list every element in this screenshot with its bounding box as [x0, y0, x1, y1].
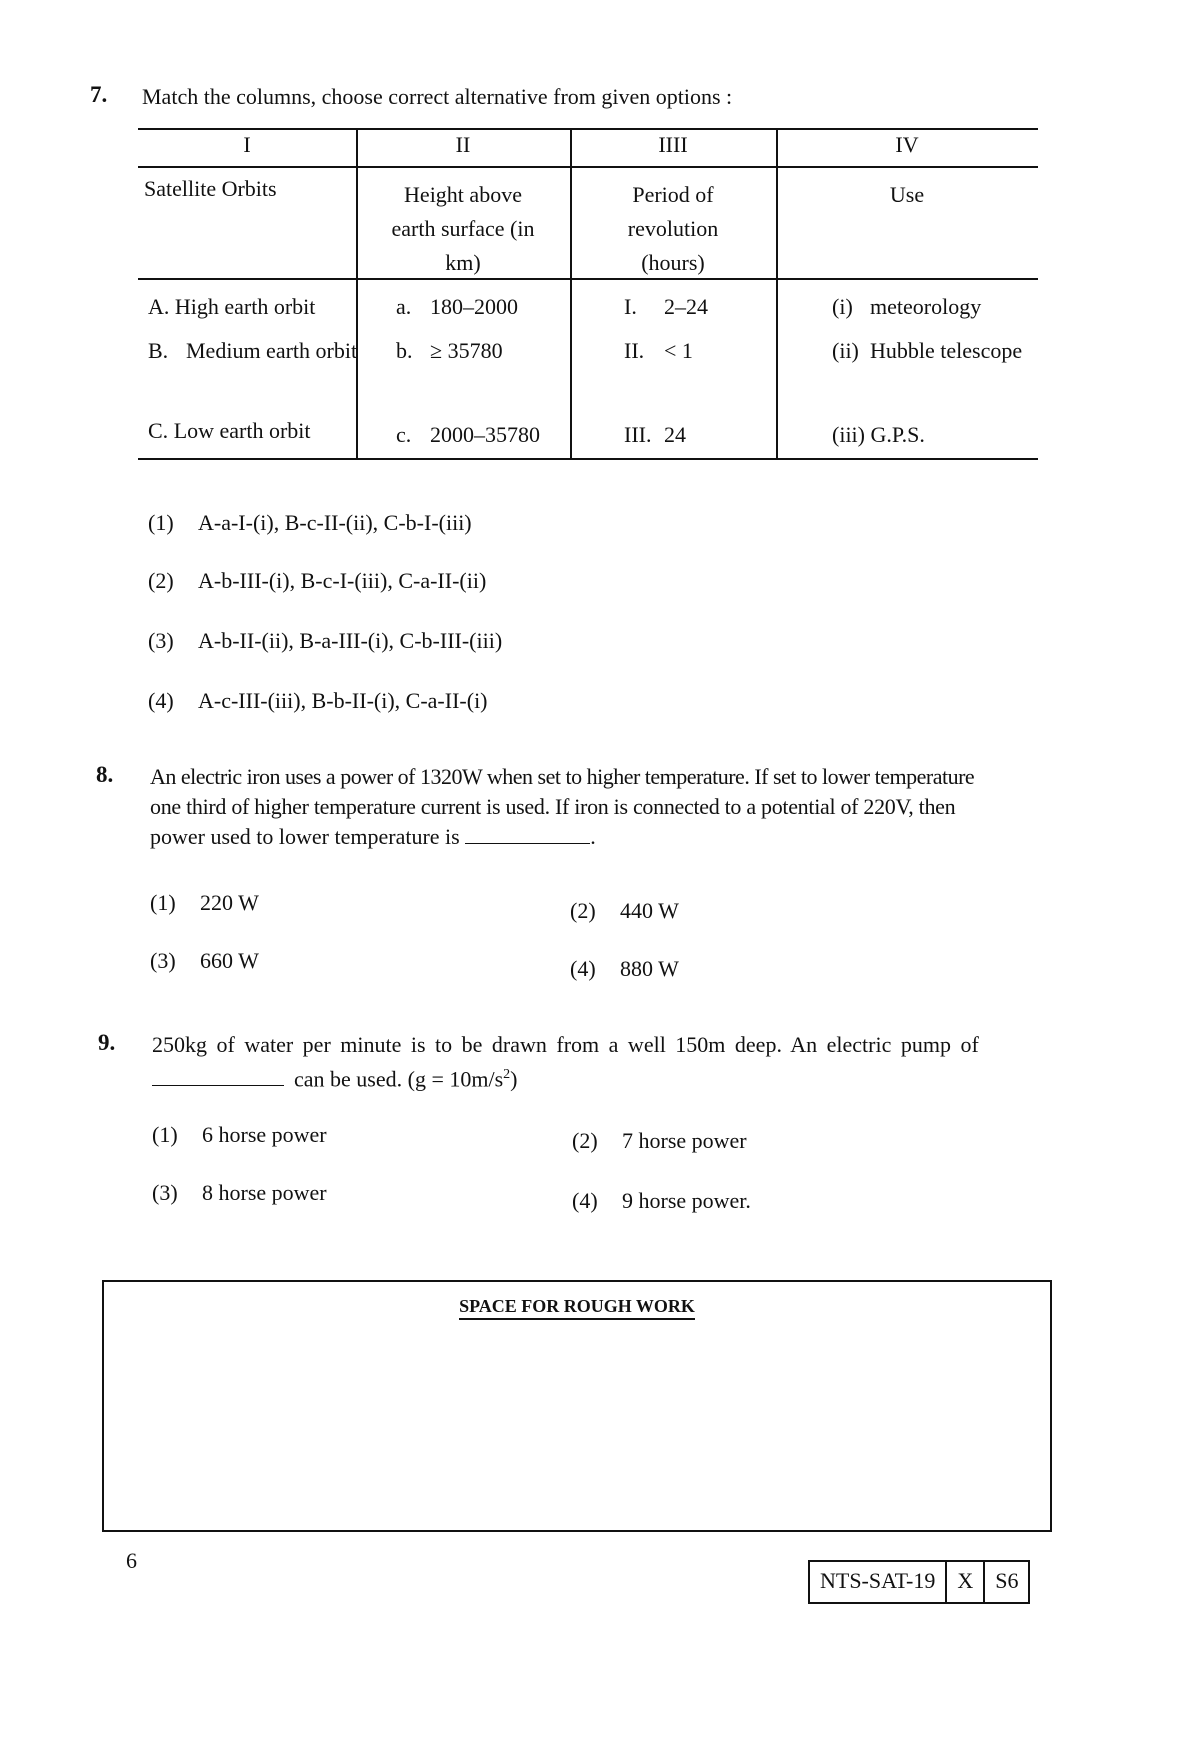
col3-row-iii: III. 24 [624, 422, 686, 447]
q9-option-2[interactable]: (2) 7 horse power [572, 1128, 747, 1153]
col2-row-b: b. ≥ 35780 [396, 338, 503, 363]
col3-row-ii: II. < 1 [624, 338, 693, 363]
col1-row-b: B. Medium earth orbit [148, 338, 358, 363]
col2-row-a: a. 180–2000 [396, 294, 518, 319]
class-code: X [947, 1562, 985, 1602]
q7-number: 7. [90, 82, 108, 107]
q8-number: 8. [96, 762, 114, 787]
rough-work-box [102, 1280, 1052, 1532]
col-i-header: I [243, 132, 251, 157]
rough-work-title: SPACE FOR ROUGH WORK [104, 1296, 1050, 1317]
q7-option-2[interactable]: (2) A-b-III-(i), B-c-I-(iii), C-a-II-(ii) [148, 568, 487, 593]
col2-row-c: c. 2000–35780 [396, 422, 540, 447]
q7-text: Match the columns, choose correct alternative from given options : [142, 84, 733, 109]
col-iii-title: Period of revolution (hours) [627, 182, 719, 275]
col-iv-title: Use [889, 182, 925, 207]
col3-row-i: I. 2–24 [624, 294, 708, 319]
q7-option-3[interactable]: (3) A-b-II-(ii), B-a-III-(i), C-b-III-(iii) [148, 628, 503, 653]
col4-row-ii: (ii) Hubble telescope [832, 338, 1023, 363]
q7-option-4[interactable]: (4) A-c-III-(iii), B-b-II-(i), C-a-II-(i) [148, 688, 488, 713]
q9-option-3[interactable]: (3) 8 horse power [152, 1180, 327, 1205]
q9-option-1[interactable]: (1) 6 horse power [152, 1122, 327, 1147]
q8-option-4[interactable]: (4) 880 W [570, 956, 679, 981]
q9-text: 250kg of water per minute is to be drawn from a well 150m deep. An electric pump of can be used. $(g = 10m/s^2)$ [152, 1032, 979, 1092]
col1-row-a: A. High earth orbit [148, 294, 316, 319]
paper-code-box [808, 1560, 1030, 1604]
q9-number: 9. [98, 1030, 116, 1055]
col-iii-header: IIII [658, 132, 688, 157]
col-ii-title: Height above earth surface (in km) [391, 182, 535, 275]
q8-text: An electric iron uses a power of 1320W when set to higher temperature. If set to lower temperature one third of higher temperature current is used. If iron is connected to a potential of 220V, then power used to lower temperature is . [150, 764, 975, 849]
q7-option-1[interactable]: (1) A-a-I-(i), B-c-II-(ii), C-b-I-(iii) [148, 510, 472, 535]
q8-option-2[interactable]: (2) 440 W [570, 898, 679, 923]
set-code: S6 [995, 1568, 1019, 1593]
q9-option-4[interactable]: (4) 9 horse power. [572, 1188, 751, 1213]
col-iv-header: IV [895, 132, 919, 157]
col4-row-iii: (iii) G.P.S. [832, 422, 925, 447]
match-table [138, 128, 1038, 458]
col1-row-c: C. Low earth orbit [148, 418, 311, 443]
page-number: 6 [126, 1548, 137, 1573]
col-ii-header: II [455, 132, 471, 157]
paper-code: NTS-SAT-19 [810, 1562, 947, 1602]
q8-option-3[interactable]: (3) 660 W [150, 948, 259, 973]
col4-row-i: (i) meteorology [832, 294, 982, 319]
q8-option-1[interactable]: (1) 220 W [150, 890, 259, 915]
col-i-title: Satellite Orbits [144, 176, 277, 201]
